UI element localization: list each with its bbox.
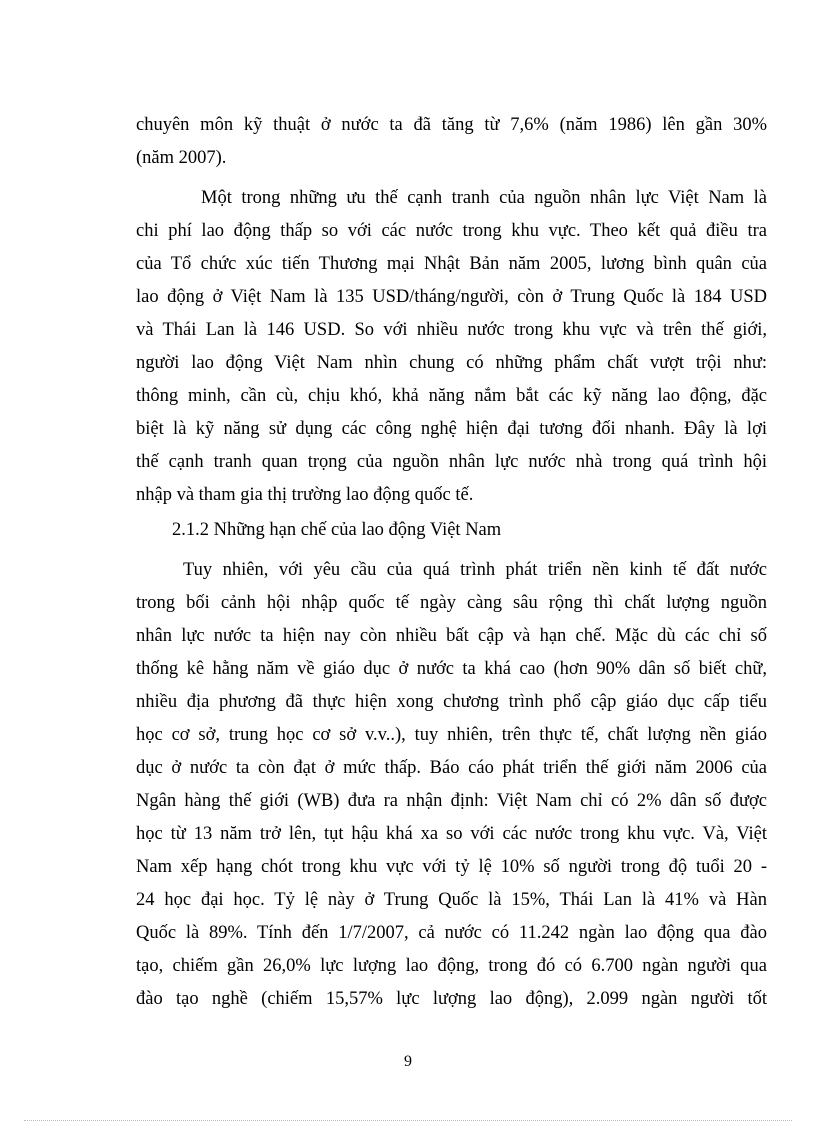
text-line: chuyên môn kỹ thuật ở nước ta đã tăng từ 7,6% (năm 1986) lên gần 30%: [136, 115, 767, 135]
text-line: Quốc là 89%. Tính đến 1/7/2007, cả nước có 11.242 ngàn lao động qua đào: [136, 923, 767, 943]
text-line: chi phí lao động thấp so với các nước trong khu vực. Theo kết quả điều tra: [136, 221, 767, 241]
text-line: và Thái Lan là 146 USD. So với nhiều nước trong khu vực và trên thế giới,: [136, 320, 767, 340]
section-heading: 2.1.2 Những hạn chế của lao động Việt Nam: [172, 520, 502, 540]
text-line: Nam xếp hạng chót trong khu vực với tỷ lệ 10% số người trong độ tuổi 20 -: [136, 857, 767, 877]
text-line: học cơ sở, trung học cơ sở v.v..), tuy nhiên, trên thực tế, chất lượng nền giáo: [136, 725, 767, 745]
text-line: đào tạo nghề (chiếm 15,57% lực lượng lao động), 2.099 ngàn người tốt: [136, 989, 767, 1009]
text-line: người lao động Việt Nam nhìn chung có những phẩm chất vượt trội như:: [136, 353, 767, 373]
paragraph-first-line: Một trong những ưu thế cạnh tranh của nguồn nhân lực Việt Nam là: [201, 188, 767, 208]
text-line: thông minh, cần cù, chịu khó, khả năng nắm bắt các kỹ năng lao động, đặc: [136, 386, 767, 406]
page-number: 9: [404, 1053, 412, 1070]
text-line: 24 học đại học. Tỷ lệ này ở Trung Quốc là 15%, Thái Lan là 41% và Hàn: [136, 890, 767, 910]
text-line: (năm 2007).: [136, 148, 227, 168]
paragraph-first-line: Tuy nhiên, với yêu cầu của quá trình phát triển nền kinh tế đất nước: [183, 560, 767, 580]
text-line: tạo, chiếm gần 26,0% lực lượng lao động, trong đó có 6.700 ngàn người qua: [136, 956, 767, 976]
text-line: nhiều địa phương đã thực hiện xong chương trình phổ cập giáo dục cấp tiểu: [136, 692, 767, 712]
text-line: lao động ở Việt Nam là 135 USD/tháng/người, còn ở Trung Quốc là 184 USD: [136, 287, 767, 307]
page-bottom-border: [24, 1120, 792, 1121]
text-line: học từ 13 năm trở lên, tụt hậu khá xa so với các nước trong khu vực. Và, Việt: [136, 824, 767, 844]
text-line: trong bối cảnh hội nhập quốc tế ngày càng sâu rộng thì chất lượng nguồn: [136, 593, 767, 613]
text-line: dục ở nước ta còn đạt ở mức thấp. Báo cáo phát triển thế giới năm 2006 của: [136, 758, 767, 778]
text-line: thống kê hằng năm về giáo dục ở nước ta khá cao (hơn 90% dân số biết chữ,: [136, 659, 767, 679]
text-line: thế cạnh tranh quan trọng của nguồn nhân lực nước nhà trong quá trình hội: [136, 452, 767, 472]
text-line: biệt là kỹ năng sử dụng các công nghệ hiện đại tương đối nhanh. Đây là lợi: [136, 419, 767, 439]
text-line: nhập và tham gia thị trường lao động quốc tế.: [136, 485, 474, 505]
text-line: nhân lực nước ta hiện nay còn nhiều bất cập và hạn chế. Mặc dù các chỉ số: [136, 626, 767, 646]
text-line: của Tổ chức xúc tiến Thương mại Nhật Bản năm 2005, lương bình quân của: [136, 254, 767, 274]
text-line: Ngân hàng thế giới (WB) đưa ra nhận định: Việt Nam chỉ có 2% dân số được: [136, 791, 767, 811]
